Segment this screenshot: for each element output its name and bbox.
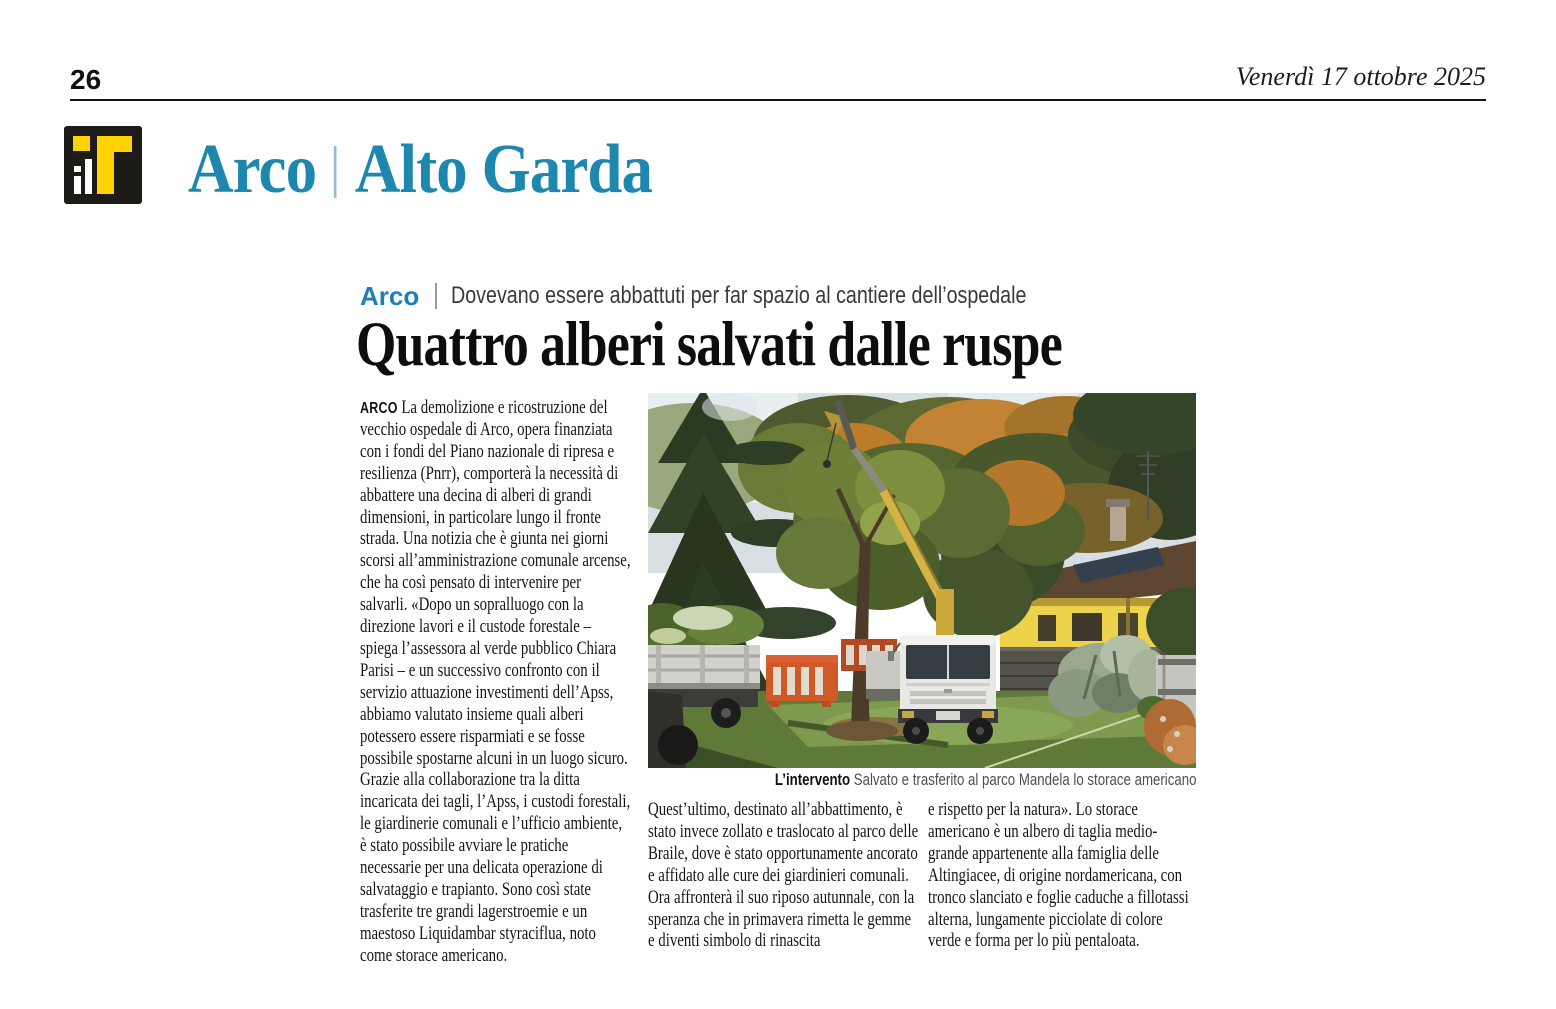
body-column-1 — [360, 398, 631, 968]
logo-il-i-bar — [74, 176, 81, 194]
logo-il-l-bar — [85, 159, 92, 194]
section-title-divider — [334, 146, 337, 198]
page-date: Venerdì 17 ottobre 2025 — [1235, 62, 1486, 91]
section-title-right: Alto Garda — [354, 131, 653, 208]
logo-il-i-dot — [74, 166, 81, 172]
body-text-1: La demolizione e ricostruzione del vecchio ospedale di Arco, opera finanziata con i fondi del Piano nazionale di ripresa e resilienza (Pnrr), comporterà la necessità di abbattere una decina di alberi di grandi dimensioni, in particolare lungo il fronte strada. Una notizia che è giunta nei giorni scorsi all’amministrazione comunale arcense, che ha così pensato di intervenire per salvarli. «Dopo un sopralluogo con la direzione lavori e il custode forestale – spiega l’assessora al verde pubblico Chiara Parisi – e un successivo confronto con il servizio attuazione investimenti dell’Apss, abbiamo valutato insieme quali alberi potessero essere risparmiati e se fosse possibile spostarne alcuni in un luogo sicuro. Grazie alla collaborazione tra la ditta incaricata dei tagli, l’Apss, i custodi forestali, le giardinerie comunali e l’ufficio ambiente, è stato possibile avviare le pratiche necessarie per una delicata operazione di salvataggio e trapianto. Sono così state trasferite tre grandi lagerstroemie e un maestoso Liquidambar styraciflua, noto come storace americano. — [360, 398, 631, 966]
logo-yellow-dot — [73, 136, 90, 151]
kicker-text: Dovevano essere abbattuti per far spazio al cantiere dell’ospedale — [451, 282, 1027, 309]
newspaper-logo-ilt-icon — [64, 126, 142, 204]
body-column-2 — [648, 800, 919, 953]
body-text-3: e rispetto per la natura». Lo storace americano è un albero di taglia medio-grande appartenente alla famiglia delle Altingiacee, di origine nordamericana, con tronco slanciato e foglie caduche a fillotassi alterna, lungamente picciolate di colore verde e forma per lo più pentaloata. — [928, 800, 1189, 952]
photo-caption — [648, 770, 1196, 790]
photo-caption-label: L’intervento — [774, 770, 850, 789]
kicker-divider — [435, 283, 437, 309]
folio-rule — [70, 99, 1486, 101]
article-photo-illustration — [648, 393, 1196, 768]
photo-caption-text: Salvato e trasferito al parco Mandela lo storace americano — [853, 770, 1196, 789]
body-column-3 — [928, 800, 1196, 953]
kicker-label: Arco — [360, 281, 420, 311]
body-text-2: Quest’ultimo, destinato all’abbattimento, è stato invece zollato e traslocato al parco delle Braile, dove è stato opportunamente ancorato e affidato alle cure dei giardinieri comunali. Ora affronterà il suo riposo autunnale, con la speranza che in primavera rimetta le gemme e diventi simbolo di rinascita — [648, 800, 919, 952]
photo-caption-inner — [774, 770, 1196, 790]
dateline-label: ARCO — [360, 400, 398, 417]
logo-t-stem — [97, 136, 114, 194]
section-title-left: Arco — [188, 131, 317, 208]
article-headline: Quattro alberi salvati dalle ruspe — [356, 308, 1062, 379]
page-number: 26 — [70, 64, 102, 95]
section-title — [188, 128, 764, 212]
